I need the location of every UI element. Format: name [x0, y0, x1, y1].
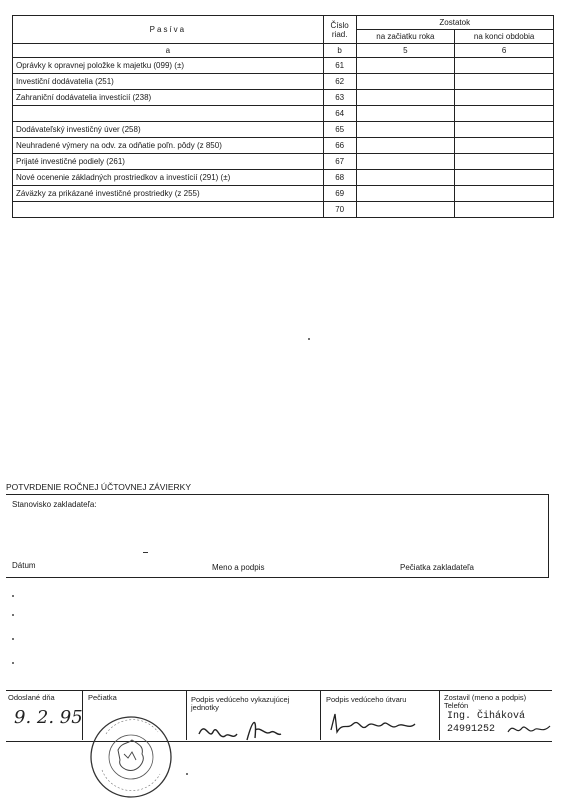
row-end-value	[455, 90, 554, 106]
row-start-value	[356, 186, 455, 202]
scan-speck	[12, 595, 14, 597]
podpis-utvaru-label: Podpis vedúceho útvaru	[326, 695, 407, 704]
row-end-value	[455, 106, 554, 122]
row-label: Nové ocenenie základných prostriedkov a investícií (291) (±)	[13, 170, 324, 186]
header-start: na začiatku roka	[356, 30, 455, 44]
row-label: Prijaté investičné podiely (261)	[13, 154, 324, 170]
row-label	[13, 202, 324, 218]
divider	[320, 690, 321, 740]
scan-speck	[308, 338, 310, 340]
row-start-value	[356, 74, 455, 90]
zostavil-name: Ing. Čiháková	[447, 711, 526, 722]
row-number: 70	[323, 202, 356, 218]
table-row	[13, 74, 554, 90]
col-5: 5	[356, 44, 455, 58]
scan-speck	[186, 773, 188, 775]
zostavil-label: Zostavil (meno a podpis) Telefón	[444, 693, 527, 710]
table-row	[13, 90, 554, 106]
row-start-value	[356, 170, 455, 186]
divider	[186, 690, 187, 740]
row-end-value	[455, 58, 554, 74]
table-row	[13, 202, 554, 218]
header-pasiva: Pasíva	[13, 16, 324, 44]
row-end-value	[455, 170, 554, 186]
row-end-value	[455, 122, 554, 138]
row-number: 63	[323, 90, 356, 106]
row-start-value	[356, 122, 455, 138]
row-label: Záväzky za prikázané investičné prostriedky (z 255)	[13, 186, 324, 202]
col-b: b	[323, 44, 356, 58]
col-6: 6	[455, 44, 554, 58]
scan-speck	[12, 662, 14, 664]
table-row	[13, 186, 554, 202]
header-cislo-riadku: Číslo riad.	[323, 16, 356, 44]
row-end-value	[455, 202, 554, 218]
odoslane-label: Odoslané dňa	[8, 693, 55, 702]
row-number: 68	[323, 170, 356, 186]
meno-podpis-label: Meno a podpis	[212, 563, 265, 572]
signature-icon	[195, 710, 285, 748]
divider	[439, 690, 440, 740]
row-start-value	[356, 90, 455, 106]
table-row	[13, 138, 554, 154]
header-zostatok: Zostatok	[356, 16, 553, 30]
row-number: 69	[323, 186, 356, 202]
col-a: a	[13, 44, 324, 58]
row-start-value	[356, 106, 455, 122]
peciatka-zakladatela-label: Pečiatka zakladateľa	[400, 563, 474, 572]
row-number: 62	[323, 74, 356, 90]
row-start-value	[356, 202, 455, 218]
datum-label: Dátum	[12, 561, 36, 570]
row-label: Oprávky k opravnej položke k majetku (099) (±)	[13, 58, 324, 74]
peciatka-label: Pečiatka	[88, 693, 117, 702]
signature-icon	[506, 720, 552, 738]
podpis-jednotky-label: Podpis vedúceho vykazujúcej jednotky	[191, 695, 290, 712]
stanovisko-label: Stanovisko zakladateľa:	[12, 500, 97, 509]
row-start-value	[356, 154, 455, 170]
row-number: 67	[323, 154, 356, 170]
row-number: 66	[323, 138, 356, 154]
odoslane-date-handwritten: 9. 2. 95	[14, 707, 83, 728]
row-end-value	[455, 154, 554, 170]
row-end-value	[455, 138, 554, 154]
zostavil-phone: 24991252	[447, 724, 496, 735]
table-row	[13, 170, 554, 186]
row-end-value	[455, 74, 554, 90]
row-label: Zahraniční dodávatelia investícií (238)	[13, 90, 324, 106]
confirmation-title: POTVRDENIE ROČNEJ ÚČTOVNEJ ZÁVIERKY	[6, 482, 191, 492]
row-label	[13, 106, 324, 122]
scan-dash	[143, 552, 148, 553]
table-row	[13, 154, 554, 170]
row-start-value	[356, 58, 455, 74]
pasiva-table	[12, 15, 554, 218]
row-label: Investiční dodávatelia (251)	[13, 74, 324, 90]
table-row	[13, 58, 554, 74]
official-stamp-icon	[88, 714, 174, 800]
row-number: 65	[323, 122, 356, 138]
scan-speck	[12, 638, 14, 640]
row-label: Neuhradené výmery na odv. za odňatie poľn. pôdy (z 850)	[13, 138, 324, 154]
row-end-value	[455, 186, 554, 202]
table-row	[13, 106, 554, 122]
signature-icon	[325, 708, 435, 738]
header-end: na konci obdobia	[455, 30, 554, 44]
row-number: 61	[323, 58, 356, 74]
row-start-value	[356, 138, 455, 154]
scan-speck	[12, 614, 14, 616]
row-label: Dodávateľský investičný úver (258)	[13, 122, 324, 138]
table-row	[13, 122, 554, 138]
row-number: 64	[323, 106, 356, 122]
